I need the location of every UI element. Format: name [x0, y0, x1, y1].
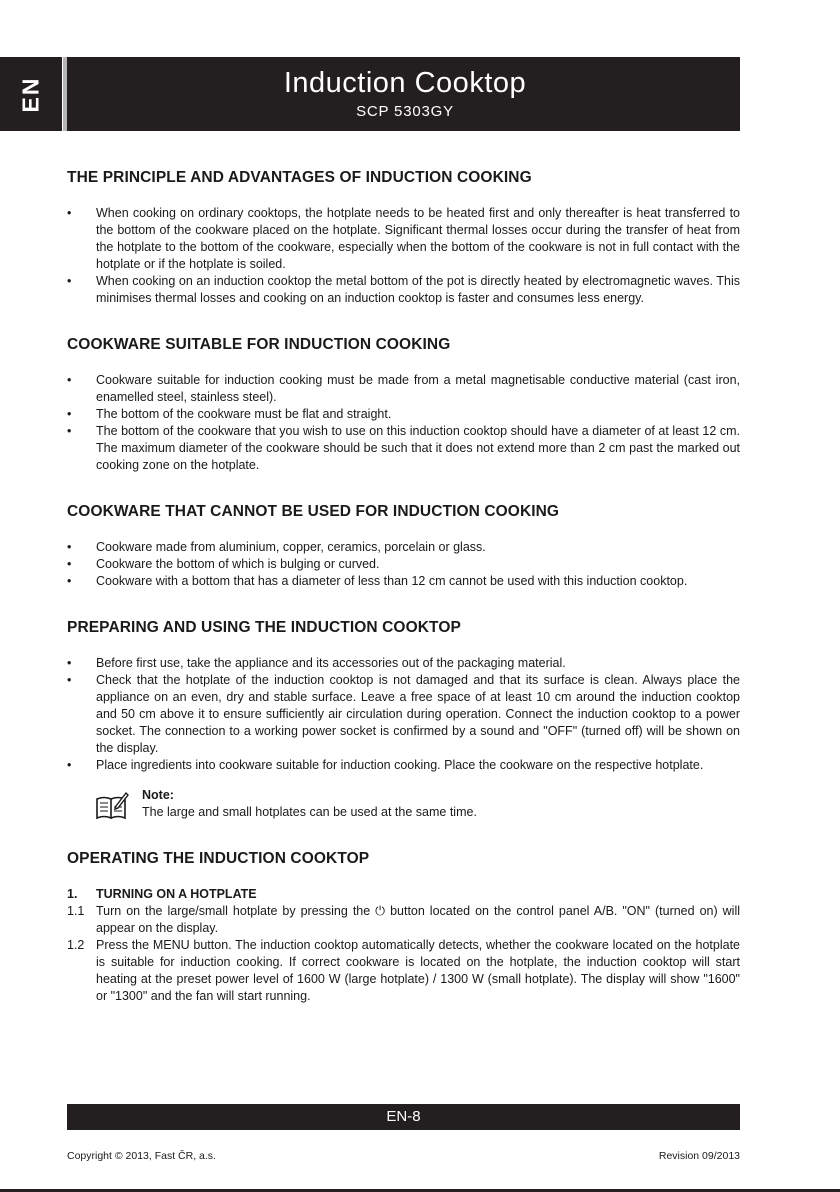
section-heading: COOKWARE THAT CANNOT BE USED FOR INDUCTION COOKING	[67, 503, 560, 520]
bullet-list	[67, 539, 740, 590]
copyright-text: Copyright © 2013, Fast ČR, a.s.	[67, 1150, 216, 1162]
list-item: • Cookware suitable for induction cooking must be made from a metal magnetisable conductive material (cast iron, enamelled steel, stainless steel).	[67, 372, 740, 406]
list-item: • Cookware the bottom of which is bulging or curved.	[67, 556, 740, 573]
language-label: EN	[17, 76, 44, 112]
note-content	[142, 787, 477, 821]
section-heading: PREPARING AND USING THE INDUCTION COOKTOP	[67, 619, 461, 636]
section-unsuitable-cookware	[67, 502, 740, 590]
section-operating	[67, 849, 740, 1005]
list-item: • The bottom of the cookware that you wish to use on this induction cooktop should have a diameter of at least 12 cm. The maximum diameter of the cookware should be such that it does not extend more than 2 cm past the marked out cooking zone on the hotplate.	[67, 423, 740, 474]
step-heading	[67, 886, 740, 903]
section-principle	[67, 168, 740, 307]
note-title: Note:	[142, 788, 174, 802]
note-box	[95, 787, 740, 821]
sub-step-text: Press the MENU button. The induction cooktop automatically detects, whether the cookware located on the hotplate is suitable for induction cooking. If correct cookware is located on the hotplate, the induction cooktop will start heating at the preset power level of 1600 W (large hotplate) / 1300 W (small hotplate). The display will show "1600" or "1300" and the fan will start running.	[96, 938, 740, 1003]
document-body	[67, 168, 740, 1033]
step-number: 1.	[67, 887, 78, 901]
page-title: Induction Cooktop	[283, 67, 527, 99]
sub-step-number: 1.1	[67, 904, 85, 918]
list-item: • When cooking on an induction cooktop the metal bottom of the pot is directly heated by electromagnetic waves. This minimises thermal losses and cooking on an induction cooktop is faster and consumes less energy.	[67, 273, 740, 307]
list-item: • The bottom of the cookware must be flat and straight.	[67, 406, 740, 423]
list-item: • Cookware made from aluminium, copper, ceramics, porcelain or glass.	[67, 539, 740, 556]
bullet-list	[67, 655, 740, 774]
page-number-bar	[67, 1104, 740, 1130]
model-number: SCP 5303GY	[356, 103, 454, 120]
bullet-list	[67, 205, 740, 307]
section-heading: OPERATING THE INDUCTION COOKTOP	[67, 850, 370, 867]
list-item: • Place ingredients into cookware suitable for induction cooking. Place the cookware on the respective hotplate.	[67, 757, 740, 774]
list-item: • Check that the hotplate of the induction cooktop is not damaged and that its surface is clean. Always place the appliance on an even, dry and stable surface. Leave a free space of at least 10 cm around the induction cooktop and 50 cm above it to ensure sufficiently air circulation during operation. Connect the induction cooktop to a power socket. The connection to a working power socket is confirmed by a sound and "OFF" (turned off) will be shown on the display.	[67, 672, 740, 757]
sub-step	[67, 903, 740, 937]
list-item: • Cookware with a bottom that has a diameter of less than 12 cm cannot be used with this induction cooktop.	[67, 573, 740, 590]
page-number: EN-8	[386, 1108, 421, 1125]
list-item: • Before first use, take the appliance and its accessories out of the packaging material.	[67, 655, 740, 672]
section-suitable-cookware	[67, 335, 740, 474]
sub-step-number: 1.2	[67, 938, 85, 952]
section-preparing	[67, 618, 740, 821]
bullet-list	[67, 372, 740, 474]
revision-text: Revision 09/2013	[658, 1150, 740, 1162]
list-item: • When cooking on ordinary cooktops, the hotplate needs to be heated first and only thereafter is heat transferred to the bottom of the cookware placed on the hotplate. Significant thermal losses occur during the transfer of heat from the hotplate to the bottom of the cookware, especially when the bottom of the cookware is not in full contact with the hotplate or if the hotplate is soiled.	[67, 205, 740, 273]
section-heading: THE PRINCIPLE AND ADVANTAGES OF INDUCTION COOKING	[67, 169, 532, 186]
step-title: TURNING ON A HOTPLATE	[96, 887, 257, 901]
note-book-pencil-icon	[95, 791, 129, 821]
title-banner	[70, 57, 740, 131]
note-text: The large and small hotplates can be used at the same time.	[142, 805, 477, 819]
language-tab	[0, 57, 62, 131]
sub-step	[67, 937, 740, 1005]
sub-step-text: Turn on the large/small hotplate by pressing the ⏻ button located on the control panel A/B. "ON" (turned on) will appear on the display.	[96, 904, 740, 935]
section-heading: COOKWARE SUITABLE FOR INDUCTION COOKING	[67, 336, 451, 353]
